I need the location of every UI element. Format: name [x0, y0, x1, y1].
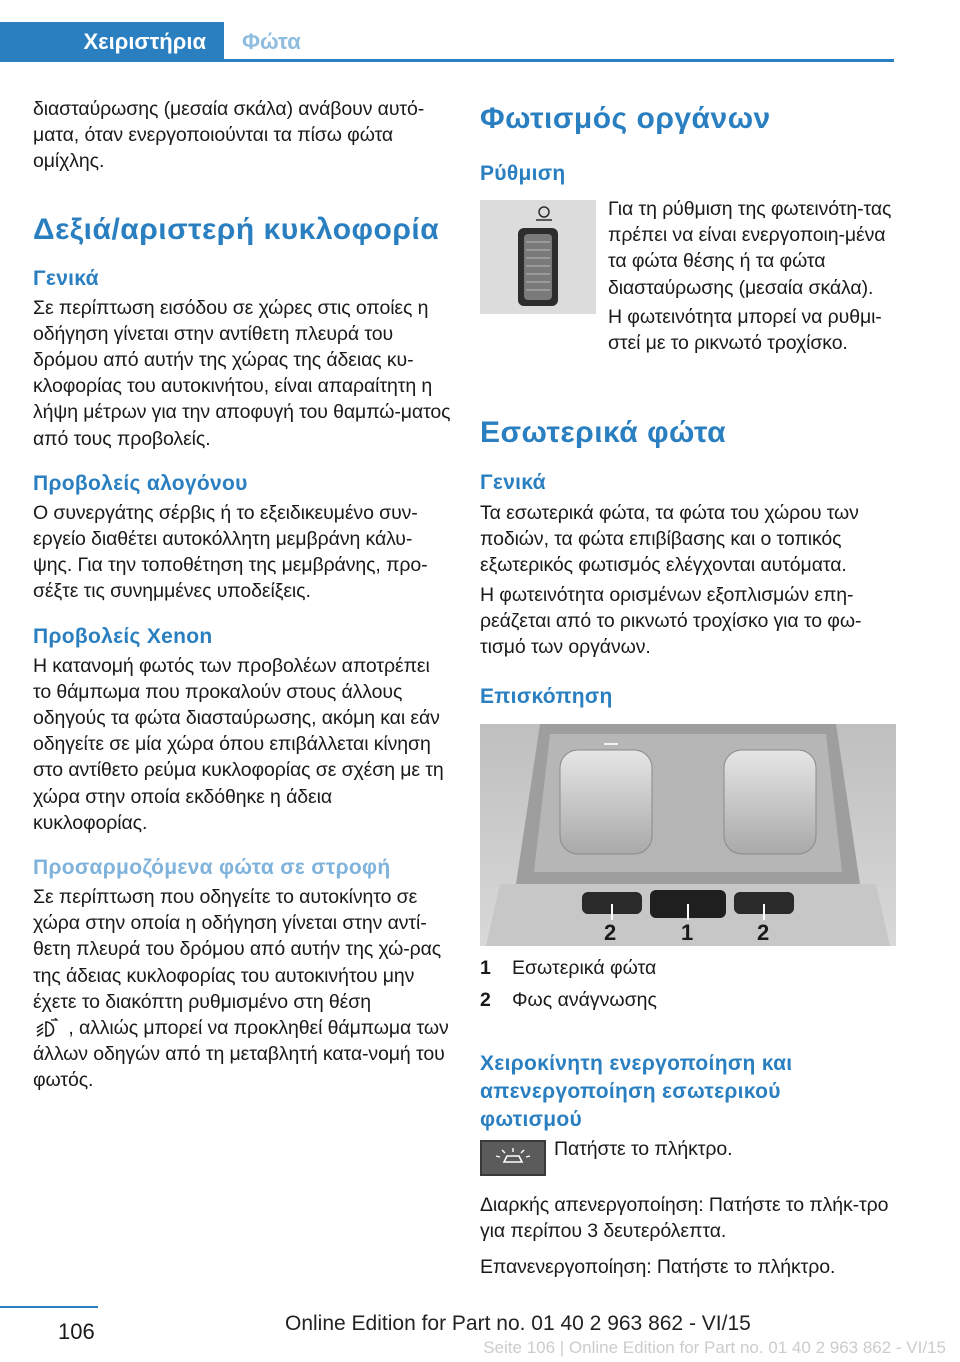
dimmer-wheel-image	[480, 200, 596, 314]
tab-controls[interactable]: Χειριστήρια	[0, 22, 224, 62]
halogen-paragraph: Ο συνεργάτης σέρβις ή το εξειδικευμένο συν-εργείο διαθέτει αυτοκόλλητη μεμβράνη κάλυ-ψης. Για την τοποθέτηση της μεμβράνης, προ-σέξτε τις συνημμένες υποδείξεις.	[33, 501, 428, 603]
permanent-off-text: Διαρκής απενεργοποίηση: Πατήστε το πλήκ-τρο για περίπου 3 δευτερόλεπτα.	[480, 1194, 889, 1243]
section-title-traffic-side: Δεξιά/αριστερή κυκλοφορία	[33, 212, 440, 246]
page-header	[0, 0, 960, 62]
page-number-rule	[0, 1306, 98, 1308]
reactivate-text: Επανενεργοποίηση: Πατήστε το πλήκτρο.	[480, 1256, 836, 1278]
subtitle-xenon: Προβολείς Xenon	[33, 624, 213, 648]
legend-row	[480, 957, 898, 987]
callout-interior: 1	[681, 920, 694, 945]
subtitle-general: Γενικά	[33, 266, 99, 290]
right-column	[480, 96, 898, 1296]
general-paragraph: Σε περίπτωση εισόδου σε χώρες στις οποίες η οδήγηση γίνεται στην αντίθετη πλευρά του δρόμου από αυτήν της χώρας της άδειας κυ-κλοφορίας του αυτοκινήτου, είναι απαραίτητη η λήψη μέτρων για την αποφυγή του θαμπώ-ματος από τους προβολείς.	[33, 296, 451, 450]
subtitle-adjustment: Ρύθμιση	[480, 162, 566, 185]
adaptive-text-part1: Σε περίπτωση που οδηγείτε το αυτοκίνητο σε χώρα στην οποία η οδήγηση γίνεται στην αντί-θετη πλευρά του δρόμου από αυτήν της χώ-ρας της άδειας κυκλοφορίας του αυτοκινήτου μην έχετε το διακόπτη ρυθμισμένο στη θέση	[33, 886, 442, 1013]
legend-text: Φως ανάγνωσης	[512, 989, 657, 1011]
interior-general-paragraph-2: Η φωτεινότητα ορισμένων εξοπλισμών επη-ρεάζεται από το ρικνωτό τροχίσκο για το φω-τισμό των οργάνων.	[480, 584, 862, 659]
legend-row	[480, 989, 898, 1019]
adaptive-text-part2: , αλλιώς μπορεί να προκληθεί θάμπωμα των άλλων οδηγών από τη μεταβλητή κατα-νομή του φωτός.	[33, 1017, 449, 1092]
adjust-paragraph-2: Η φωτεινότητα μπορεί να ρυθμι-στεί με το ρικνωτό τροχίσκο.	[608, 306, 882, 355]
intro-paragraph: διασταύρωσης (μεσαία σκάλα) ανάβουν αυτό-ματα, όταν ενεργοποιούνται τα πίσω φώτα ομίχλης.	[33, 98, 425, 173]
legend-number: 1	[480, 957, 491, 979]
section-title-instrument-lighting: Φωτισμός οργάνων	[480, 102, 771, 135]
tab-lights[interactable]: Φώτα	[242, 29, 301, 54]
left-column	[33, 96, 451, 1104]
callout-reading-right: 2	[757, 920, 770, 945]
page-number: 106	[58, 1319, 95, 1344]
adjust-paragraph: Για τη ρύθμιση της φωτεινότη-τας πρέπει να είναι ενεργοποιη-μένα τα φώτα θέσης ή τα φώτα διασταύρωσης (μεσαία σκάλα).	[608, 198, 892, 299]
edition-footer: Online Edition for Part no. 01 40 2 963 862 - VI/15	[285, 1312, 751, 1335]
callout-reading-left: 2	[604, 920, 617, 945]
interior-general-paragraph: Τα εσωτερικά φώτα, τα φώτα του χώρου των ποδιών, τα φώτα επιβίβασης και ο τοπικός εξωτερικός φωτισμός ελέγχονται αυτόματα.	[480, 502, 859, 577]
adaptive-light-icon	[33, 1018, 63, 1040]
roof-console-image	[480, 724, 896, 946]
subtitle-adaptive-lights: Προσαρμοζόμενα φώτα σε στροφή	[33, 856, 391, 880]
adjust-text-block	[608, 196, 900, 311]
manual-press-text: Πατήστε το πλήκτρο.	[554, 1138, 733, 1160]
legend-text: Εσωτερικά φώτα	[512, 957, 657, 979]
interior-light-button-icon	[480, 1140, 546, 1176]
header-rule	[0, 59, 894, 62]
adaptive-paragraph	[33, 884, 451, 1094]
watermark-text: Seite 106 | Online Edition for Part no. 01 40 2 963 862 - VI/15	[483, 1338, 946, 1357]
subtitle-overview: Επισκόπηση	[480, 685, 613, 708]
subtitle-manual-switching: Χειροκίνητη ενεργοποίηση και απενεργοποίηση εσωτερικού φωτισμού	[480, 1052, 793, 1131]
legend-number: 2	[480, 989, 491, 1011]
subtitle-halogen: Προβολείς αλογόνου	[33, 471, 248, 495]
section-title-interior-lights: Εσωτερικά φώτα	[480, 416, 727, 449]
xenon-paragraph: Η κατανομή φωτός των προβολέων αποτρέπει το θάμπωμα που προκαλούν στους άλλους οδηγούς τα φώτα διασταύρωσης, ακόμη και εάν οδηγείτε σε μία χώρα όπου επιβάλλεται κίνηση στο αντίθετο ρεύμα κυκλοφορίας σε σχέση με τη χώρα στην οποία εκδόθηκε η άδεια κυκλοφορίας.	[33, 654, 444, 834]
subtitle-interior-general: Γενικά	[480, 471, 546, 494]
